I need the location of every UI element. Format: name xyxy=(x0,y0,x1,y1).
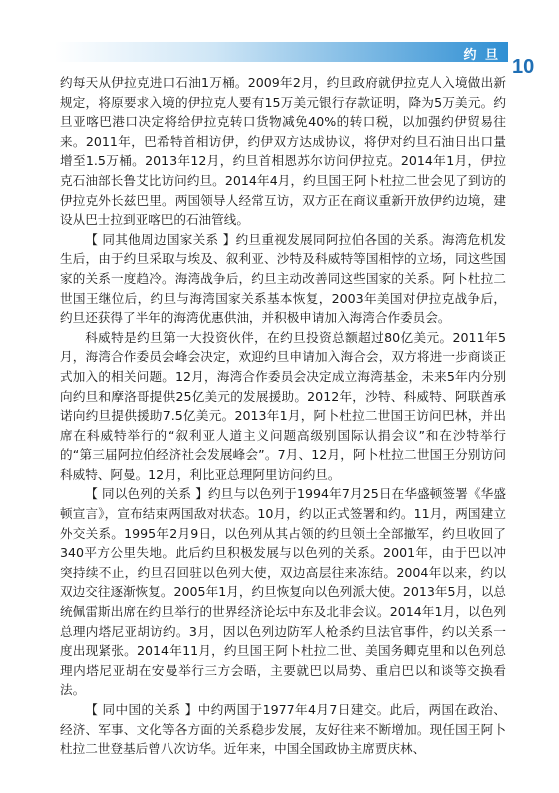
section-label-israel: 【 同以色列的关系 】 xyxy=(85,486,208,502)
paragraph-text: 约旦重视发展同阿拉伯各国的关系。海湾危机发生后，由于约旦采取与埃及、叙利亚、沙特及科威特等国相悖的立场，同这些国家的关系一度趋冷。海湾战争后，约旦主动改善同这些国家的关系。阿卜杜拉二世国王继位后，约旦与海湾国家关系基本恢复，2003年美国对伊拉克战争后，约旦还获得了半年的海湾优惠供油，并积极申请加入海湾合作委员会。 xyxy=(60,231,506,326)
paragraph-china-relations xyxy=(60,700,506,759)
paragraph-israel-relations xyxy=(60,484,506,700)
paragraph-neighbor-relations xyxy=(60,230,506,328)
page-number: 10 xyxy=(512,56,535,78)
paragraph-text: 约旦与以色列于1994年7月25日在华盛顿签署《华盛顿宣言》，宣布结束两国敌对状态。10月，约以正式签署和约。11月，两国建立外交关系。1995年2月9日，以色列从其占领的约旦领土全部撤军，约旦收回了340平方公里失地。此后约旦积极发展与以色列的关系。2001年，由于巴以冲突持续不止，约旦召回驻以色列大使，双边高层往来冻结。2004年以来，约以双边交往逐渐恢复。2005年1月，约旦恢复向以色列派大使。2013年5月，以总统佩雷斯出席在约旦举行的世界经济论坛中东及北非会议。2014年1月，以色列总理内塔尼亚胡访约。3月，因以色列边防军人枪杀约旦法官事件，约以关系一度出现紧张。2014年11月，约旦国王阿卜杜拉二世、美国务卿克里和以色列总理内塔尼亚胡在安曼举行三方会晤，主要就巴以局势、重启巴以和谈等交换看法。 xyxy=(60,486,506,698)
section-label-neighbors: 【 同其他周边国家关系 】 xyxy=(85,231,236,247)
section-label-china: 【 同中国的关系 】 xyxy=(85,702,198,717)
running-header-title: 约 旦 xyxy=(463,48,500,63)
paragraph-text: 中约两国于1977年4月7日建交。此后，两国在政治、经济、军事、文化等各方面的关系稳步发展，友好往来不断增加。现任国王阿卜杜拉二世登基后曾八次访华。近年来，中国全国政协主席贾庆林、 xyxy=(60,702,506,757)
paragraph-iraq-continued: 约每天从伊拉克进口石油1万桶。2009年2月，约旦政府就伊拉克人入境做出新规定，将原要求入境的伊拉克人要有15万美元银行存款证明，降为5万美元。约旦亚喀巴港口决定将给伊拉克转口货物减免40%的转口税，以加强约伊贸易往来。2011年，巴希特首相访伊，约伊双方达成协议，将伊对约旦石油日出口量增至1.5万桶。2013年12月，约旦首相恩苏尔访问伊拉克。2014年1月，伊拉克石油部长鲁艾比访问约旦。2014年4月，约旦国王阿卜杜拉二世会见了到访的伊拉克外长兹巴里。两国领导人经常互访，双方正在商议重新开放伊约边境，建设从巴士拉到亚喀巴的石油管线。 xyxy=(60,75,506,228)
paragraph-kuwait: 科威特是约旦第一大投资伙伴，在约旦投资总额超过80亿美元。2011年5月，海湾合作委员会峰会决定，欢迎约旦申请加入海合会，双方将进一步商谈正式加入的相关问题。12月，海湾合作委员会决定成立海湾基金，未来5年内分别向约旦和摩洛哥提供25亿美元的发展援助。2012年，沙特、科威特、阿联酋承诺向约旦提供援助7.5亿美元。2013年1月，阿卜杜拉二世国王访问巴林，并出席在科威特举行的“叙利亚人道主义问题高级别国际认捐会议”和在沙特举行的“第三届阿拉伯经济社会发展峰会”。7月、12月，阿卜杜拉二世国王分别访问科威特、阿曼。12月，利比亚总理阿里访问约旦。 xyxy=(60,329,506,482)
body-text xyxy=(60,73,506,759)
